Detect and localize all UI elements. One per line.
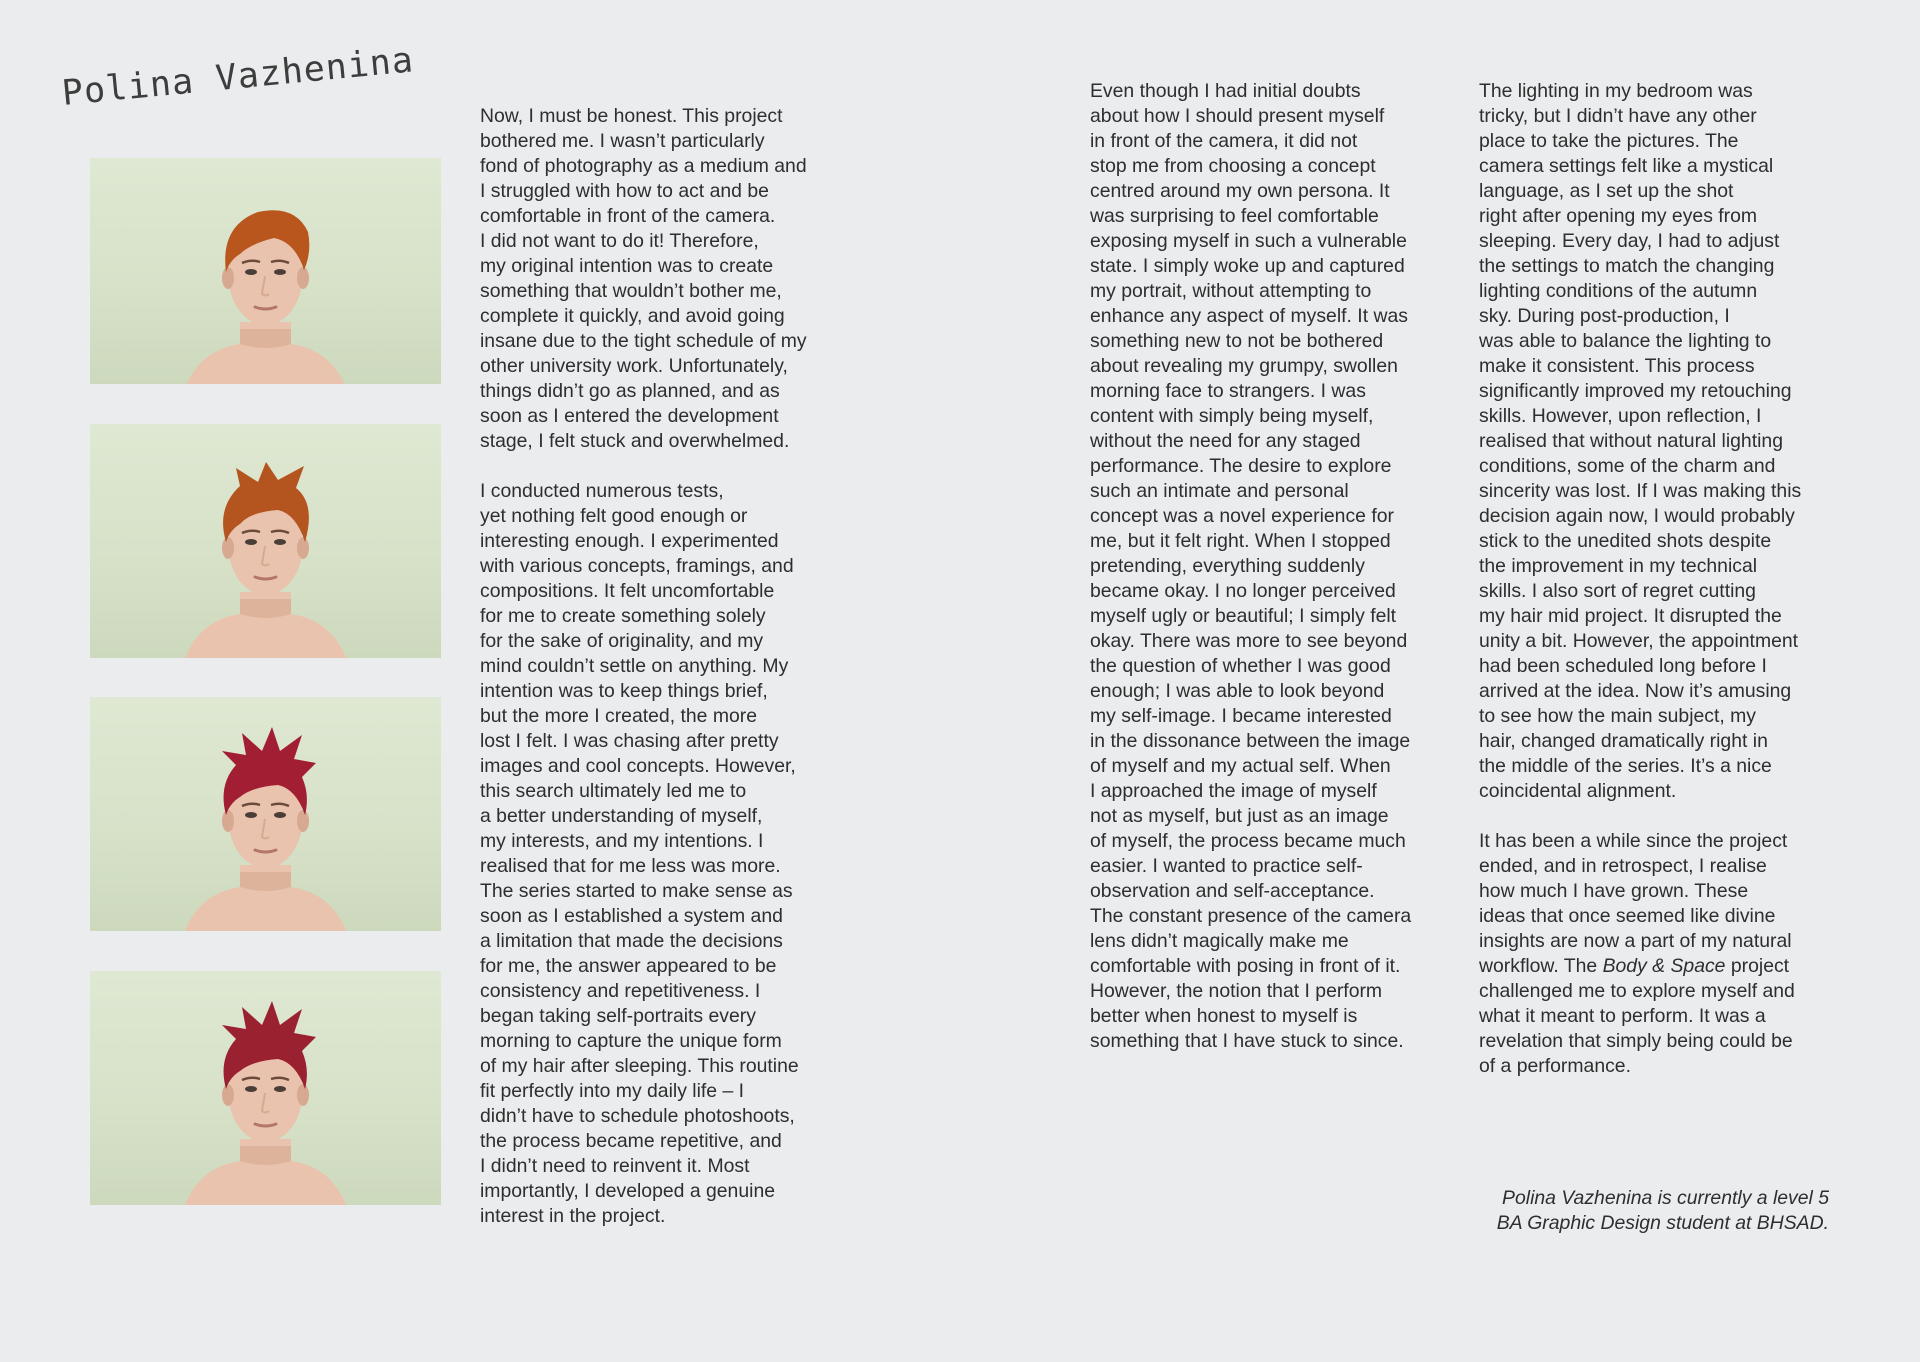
paragraph: Now, I must be honest. This project bothered me. I wasn’t particularly fond of photography as a medium and I struggled with how to act and be comfortable in front of the camera. I did not want to do it! Therefore, my original intention was to create something that wouldn’t bother me, complete it quickly, and avoid going insane due to the tight schedule of my other university work. Unfortunately, things didn’t go as planned, and as soon as I entered the development stage, I felt stuck and overwhelmed. bbox=[480, 105, 807, 452]
portrait-illustration bbox=[90, 158, 441, 384]
text-span: It has been a while since the project ended, and in retrospect, I realise how much I have grown. These ideas that once seemed like divine insights are now a part of my natural workflow. The bbox=[1479, 830, 1792, 977]
paragraph: The lighting in my bedroom was tricky, but I didn’t have any other place to take the pictures. The camera settings felt like a mystical language, as I set up the shot right after opening my eyes from sleeping. Every day, I had to adjust the settings to match the changing lighting conditions of the autumn sky. During post-production, I was able to balance the lighting to make it consistent. This process significantly improved my retouching skills. However, upon reflection, I realised that without natural lighting conditions, some of the charm and sincerity was lost. If I was making this decision again now, I would probably stick to the unedited shots despite the improvement in my technical skills. I also sort of regret cutting my hair mid project. It disrupted the unity a bit. However, the appointment had been scheduled long before I arrived at the idea. Now it’s amusing to see how the main subject, my hair, changed dramatically right in the middle of the series. It’s a nice coincidental alignment. bbox=[1479, 80, 1802, 802]
portrait-photo-3 bbox=[90, 697, 441, 931]
portrait-illustration bbox=[90, 697, 441, 931]
paragraph: Even though I had initial doubts about how I should present myself in front of the camera, it did not stop me from choosing a concept centred around my own persona. It was surprising to feel comfortable exposing myself in such a vulnerable state. I simply woke up and captured my portrait, without attempting to enhance any aspect of myself. It was something new to not be bothered about revealing my grumpy, swollen morning face to strangers. I was content with simply being myself, without the need for any staged performance. The desire to explore such an intimate and personal concept was a novel experience for me, but it felt right. When I stopped pretending, everything suddenly became okay. I no longer perceived myself ugly or beautiful; I simply felt okay. There was more to see beyond the question of whether I was good enough; I was able to look beyond my self-image. I became interested in the dissonance between the image of myself and my actual self. When I approached the image of myself not as myself, but just as an image of myself, the process became much easier. I wanted to practice self- observation and self-acceptance. The constant presence of the camera lens didn’t magically make me comfortable with posing in front of it. However, the notion that I perform better when honest to myself is something that I have stuck to since. bbox=[1090, 80, 1412, 1052]
author-bio: Polina Vazhenina is currently a level 5 BA Graphic Design student at BHSAD. bbox=[1496, 1187, 1829, 1234]
project-title: Body & Space bbox=[1602, 955, 1726, 977]
portrait-photo-4 bbox=[90, 971, 441, 1205]
text-column-3 bbox=[1479, 79, 1849, 1079]
text-column-2 bbox=[1090, 79, 1460, 1054]
paragraph bbox=[1479, 829, 1849, 1079]
portrait-photo-1 bbox=[90, 158, 441, 384]
portrait-illustration bbox=[90, 424, 441, 658]
portrait-illustration bbox=[90, 971, 441, 1205]
author-name-heading: Polina Vazhenina bbox=[60, 40, 416, 114]
text-span: project challenged me to explore myself and what it meant to perform. It was a revelation that simply being could be of a performance. bbox=[1479, 955, 1795, 1077]
portrait-photo-2 bbox=[90, 424, 441, 658]
paragraph: I conducted numerous tests, yet nothing felt good enough or interesting enough. I experimented with various concepts, framings, and compositions. It felt uncomfortable for me to create something solely for the sake of originality, and my mind couldn’t settle on anything. My intention was to keep things brief, but the more I created, the more lost I felt. I was chasing after pretty images and cool concepts. However, this search ultimately led me to a better understanding of myself, my interests, and my intentions. I realised that for me less was more. The series started to make sense as soon as I established a system and a limitation that made the decisions for me, the answer appeared to be consistency and repetitiveness. I began taking self-portraits every morning to capture the unique form of my hair after sleeping. This routine fit perfectly into my daily life – I didn’t have to schedule photoshoots, the process became repetitive, and I didn’t need to reinvent it. Most importantly, I developed a genuine interest in the project. bbox=[480, 480, 799, 1227]
text-column-1 bbox=[480, 104, 840, 1229]
